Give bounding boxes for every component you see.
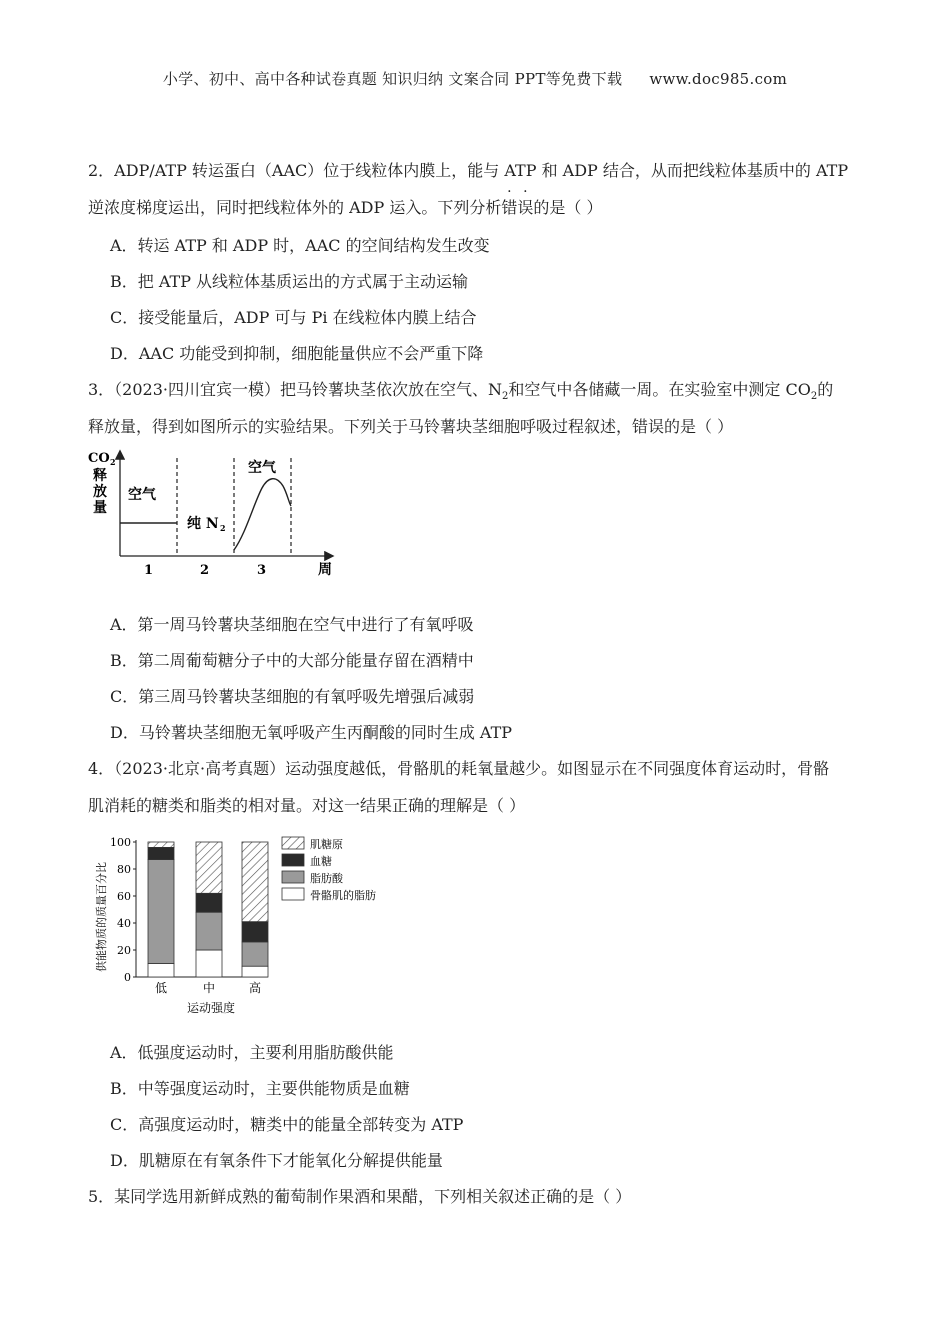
bar-segment bbox=[196, 950, 222, 977]
y-tick-label: 40 bbox=[117, 917, 131, 930]
q3-option-a: A．第一周马铃薯块茎细胞在空气中进行了有氧呼吸 bbox=[110, 615, 474, 634]
x-tick-label: 1 bbox=[144, 563, 154, 578]
x-axis-unit: 周 bbox=[318, 562, 332, 578]
q4-option-d: D．肌糖原在有氧条件下才能氧化分解提供能量 bbox=[110, 1151, 443, 1170]
q2-option-a: A．转运 ATP 和 ADP 时，AAC 的空间结构发生改变 bbox=[110, 236, 490, 255]
x-tick-label: 高 bbox=[248, 981, 262, 995]
bar-segment bbox=[148, 842, 174, 847]
q2-stem-line2 bbox=[88, 195, 602, 218]
q2-stem-line1: 2．ADP/ATP 转运蛋白（AAC）位于线粒体内膜上，能与 ATP 和 ADP 结合，从而把线粒体基质中的 ATP bbox=[88, 161, 849, 180]
bar-segment bbox=[242, 842, 268, 922]
q3-stem-line1 bbox=[88, 377, 833, 402]
x-tick-label: 3 bbox=[257, 563, 267, 578]
energy-source-stacked-bar-chart bbox=[92, 832, 402, 1022]
q3-option-d: D．马铃薯块茎细胞无氧呼吸产生丙酮酸的同时生成 ATP bbox=[110, 723, 513, 742]
y-axis-label-co2: CO bbox=[88, 451, 110, 466]
bar-segment bbox=[242, 942, 268, 966]
x-axis-title: 运动强度 bbox=[187, 1001, 236, 1015]
q2-emphasis-char: 误 bbox=[517, 198, 534, 217]
chart-legend bbox=[282, 837, 376, 902]
y-tick-label: 100 bbox=[110, 836, 131, 849]
y-axis-title: 供能物质的质量百分比 bbox=[95, 862, 108, 972]
legend-label: 血糖 bbox=[310, 855, 332, 868]
q2-option-d: D．AAC 功能受到抑制，细胞能量供应不会严重下降 bbox=[110, 344, 484, 363]
bar-segment bbox=[196, 842, 222, 893]
bar-segment bbox=[148, 860, 174, 964]
legend-label: 肌糖原 bbox=[310, 838, 343, 851]
chart-bars bbox=[148, 842, 268, 995]
q2-stem-text: 逆浓度梯度运出，同时把线粒体外的 ADP 运入。下列分析 bbox=[88, 198, 502, 217]
header-url[interactable]: www.doc985.com bbox=[649, 70, 788, 88]
x-tick-label: 中 bbox=[202, 981, 216, 995]
x-tick-label: 低 bbox=[154, 981, 168, 995]
legend-label: 脂肪酸 bbox=[310, 872, 343, 885]
co2-release-figure bbox=[86, 448, 346, 583]
x-tick-label: 2 bbox=[200, 563, 210, 578]
region-label-n2: 纯 N bbox=[187, 516, 219, 532]
q2-option-c: C．接受能量后，ADP 可与 Pi 在线粒体内膜上结合 bbox=[110, 308, 477, 327]
q4-option-a: A．低强度运动时，主要利用脂肪酸供能 bbox=[110, 1043, 394, 1062]
bar-segment bbox=[242, 966, 268, 977]
y-tick-label: 60 bbox=[117, 890, 131, 903]
q5-stem-line1: 5．某同学选用新鲜成熟的葡萄制作果酒和果醋，下列相关叙述正确的是（ ） bbox=[88, 1187, 632, 1206]
y-axis-label-char: 释 bbox=[93, 468, 107, 484]
y-axis-label-char: 量 bbox=[93, 500, 107, 516]
q4-option-b: B．中等强度运动时，主要供能物质是血糖 bbox=[110, 1079, 410, 1098]
bar-segment bbox=[196, 893, 222, 912]
region-label-air-2: 空气 bbox=[248, 460, 276, 476]
bar-segment bbox=[242, 922, 268, 942]
y-tick-label: 0 bbox=[124, 971, 131, 984]
y-axis-label-sub: 2 bbox=[110, 457, 116, 467]
bar-segment bbox=[148, 964, 174, 978]
header-text: 小学、初中、高中各种试卷真题 知识归纳 文案合同 PPT等免费下载 bbox=[162, 70, 623, 88]
legend-swatch bbox=[282, 888, 304, 900]
region-label-n2-sub: 2 bbox=[220, 523, 226, 533]
legend-swatch bbox=[282, 871, 304, 883]
legend-label: 骨骼肌的脂肪 bbox=[310, 889, 376, 902]
bar-segment bbox=[196, 912, 222, 950]
legend-swatch bbox=[282, 854, 304, 866]
q2-stem-text-end: 的是（ ） bbox=[533, 198, 603, 217]
q3-option-c: C．第三周马铃薯块茎细胞的有氧呼吸先增强后减弱 bbox=[110, 687, 475, 706]
legend-swatch bbox=[282, 837, 304, 849]
q3-stem-part: 的 bbox=[817, 380, 834, 399]
q4-option-c: C．高强度运动时，糖类中的能量全部转变为 ATP bbox=[110, 1115, 464, 1134]
q3-option-b: B．第二周葡萄糖分子中的大部分能量存留在酒精中 bbox=[110, 651, 474, 670]
q3-stem-part: 3．（2023·四川宜宾一模）把马铃薯块茎依次放在空气、N bbox=[88, 380, 502, 399]
q3-subscript: 2 bbox=[810, 391, 818, 403]
q2-emphasis-char: 错 bbox=[501, 198, 518, 217]
bar-segment bbox=[148, 847, 174, 859]
q3-stem-line2: 释放量，得到如图所示的实验结果。下列关于马铃薯块茎细胞呼吸过程叙述，错误的是（ ） bbox=[88, 417, 734, 436]
y-axis-label-char: 放 bbox=[93, 484, 107, 500]
q4-stem-line1: 4．（2023·北京·高考真题）运动强度越低，骨骼肌的耗氧量越少。如图显示在不同强度体育运动时，骨骼 bbox=[88, 759, 830, 778]
q2-option-b: B．把 ATP 从线粒体基质运出的方式属于主动运输 bbox=[110, 272, 469, 291]
region-label-air: 空气 bbox=[128, 487, 156, 503]
q3-stem-part: 和空气中各储藏一周。在实验室中测定 CO bbox=[508, 380, 811, 399]
q3-subscript: 2 bbox=[502, 391, 509, 403]
page-header bbox=[0, 68, 950, 89]
week3-release-curve bbox=[234, 479, 291, 550]
y-tick-label: 20 bbox=[117, 944, 131, 957]
q4-stem-line2: 肌消耗的糖类和脂类的相对量。对这一结果正确的理解是（ ） bbox=[88, 796, 526, 815]
y-tick-label: 80 bbox=[117, 863, 131, 876]
